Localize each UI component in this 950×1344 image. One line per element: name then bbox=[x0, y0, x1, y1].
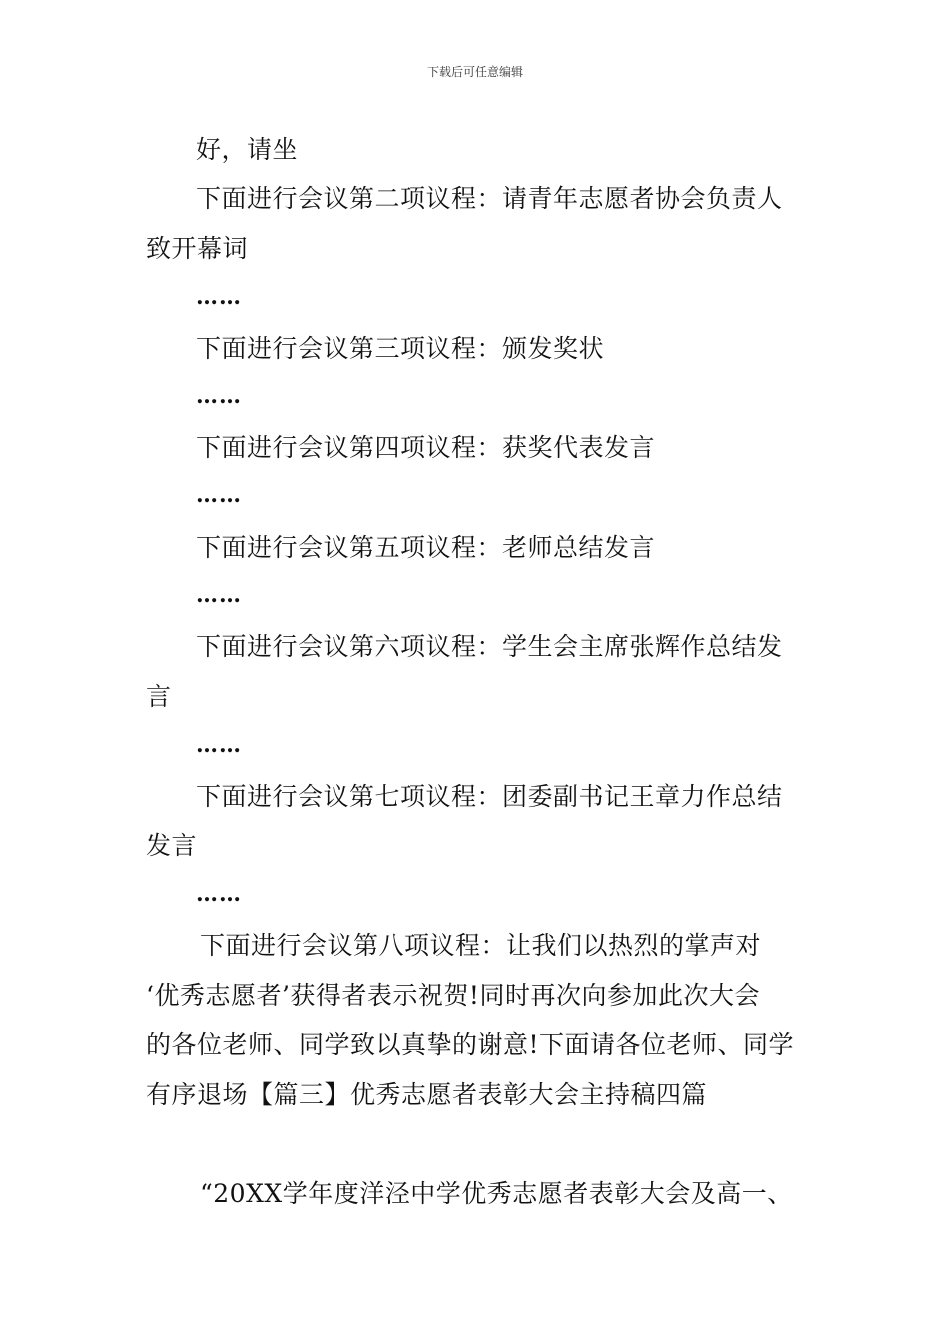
text-line: 下面进行会议第四项议程：获奖代表发言 bbox=[196, 433, 656, 462]
text-line: 有序退场【篇三】优秀志愿者表彰大会主持稿四篇 bbox=[146, 1080, 708, 1109]
text-line: “20XX学年度洋泾中学优秀志愿者表彰大会及高一、 bbox=[200, 1179, 793, 1208]
text-line: 下面进行会议第八项议程：让我们以热烈的掌声对 bbox=[200, 931, 762, 960]
ellipsis: …… bbox=[196, 732, 242, 758]
text-line: 致开幕词 bbox=[146, 234, 249, 263]
ellipsis: …… bbox=[196, 284, 242, 310]
text-line: 下面进行会议第二项议程：请青年志愿者协会负责人 bbox=[196, 184, 783, 213]
text-line: 发言 bbox=[146, 831, 198, 860]
ellipsis: …… bbox=[196, 582, 242, 608]
text-line: 下面进行会议第五项议程：老师总结发言 bbox=[196, 533, 656, 562]
text-line: 下面进行会议第七项议程：团委副书记王章力作总结 bbox=[196, 782, 783, 811]
page-header: 下载后可任意编辑 bbox=[426, 65, 523, 79]
ellipsis: …… bbox=[196, 383, 242, 409]
text-line: ‘优秀志愿者’获得者表示祝贺!同时再次向参加此次大会 bbox=[146, 981, 760, 1010]
text-line: 下面进行会议第三项议程：颁发奖状 bbox=[196, 334, 605, 363]
text-line: 下面进行会议第六项议程：学生会主席张辉作总结发 bbox=[196, 632, 783, 661]
text-line: 的各位老师、同学致以真挚的谢意!下面请各位老师、同学 bbox=[146, 1030, 795, 1059]
ellipsis: …… bbox=[196, 482, 242, 508]
text-line: 好，请坐 bbox=[196, 135, 299, 164]
ellipsis: …… bbox=[196, 881, 242, 907]
text-line: 言 bbox=[146, 682, 172, 711]
